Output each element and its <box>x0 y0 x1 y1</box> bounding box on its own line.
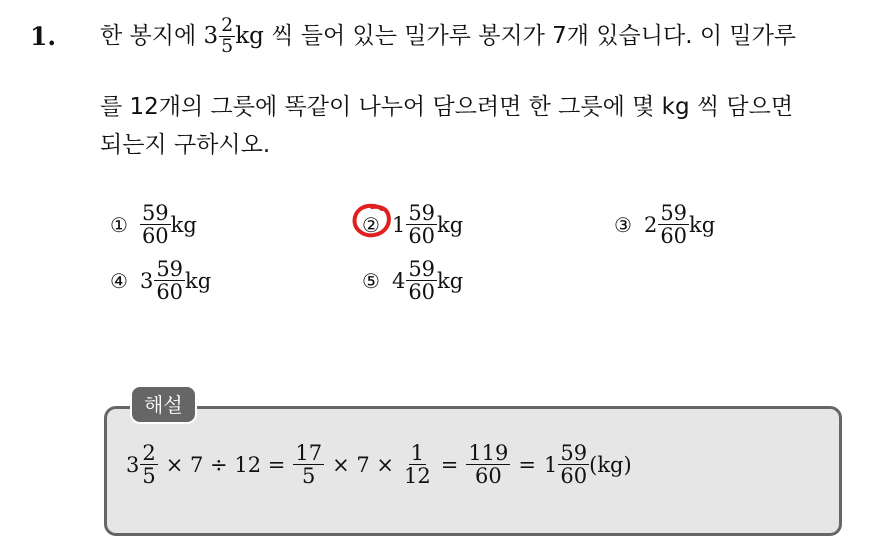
option-3-whole: 2 <box>643 212 658 237</box>
question-fraction <box>219 16 235 57</box>
option-3[interactable] <box>614 202 715 247</box>
selection-circle-icon <box>352 203 392 239</box>
option-3-denominator: 60 <box>660 224 688 249</box>
option-4-numerator: 59 <box>156 257 184 281</box>
question-denominator: 5 <box>221 34 234 57</box>
option-5-mark: ⑤ <box>362 268 380 293</box>
option-5-unit: kg <box>437 268 464 293</box>
sol-term1-denominator: 5 <box>142 464 156 489</box>
question-number: 1. <box>30 22 57 51</box>
sol-term4-fraction <box>466 442 510 487</box>
option-1-unit: kg <box>170 212 197 237</box>
solution-label: 해설 <box>130 385 197 424</box>
option-1-fraction <box>140 202 171 247</box>
solution-equation <box>126 442 632 487</box>
option-5-denominator: 60 <box>408 280 436 305</box>
question-text-pre: 한 봉지에 <box>100 22 204 49</box>
sol-term5-denominator: 60 <box>560 464 588 489</box>
option-3-numerator: 59 <box>660 201 688 225</box>
question-numerator: 2 <box>221 14 234 36</box>
sol-op2: × 7 × <box>332 452 394 477</box>
question-line-3: 되는지 구하시오. <box>100 132 271 158</box>
sol-op4: = <box>518 452 537 477</box>
sol-term4-denominator: 60 <box>474 464 502 489</box>
option-4[interactable] <box>110 258 211 303</box>
option-3-fraction <box>658 202 689 247</box>
option-5[interactable] <box>362 258 463 303</box>
option-5-fraction <box>406 258 437 303</box>
option-4-denominator: 60 <box>156 280 184 305</box>
option-2-fraction <box>406 202 437 247</box>
option-2-denominator: 60 <box>408 224 436 249</box>
sol-term2-fraction <box>293 442 324 487</box>
option-2-mark: ② <box>362 212 380 237</box>
sol-term2-numerator: 17 <box>295 441 323 465</box>
option-5-whole: 4 <box>391 268 406 293</box>
sol-term5-numerator: 59 <box>560 441 588 465</box>
sol-term1-fraction <box>140 442 157 487</box>
option-2-whole: 1 <box>391 212 406 237</box>
sol-term3-fraction <box>402 442 433 487</box>
sol-term4-numerator: 119 <box>468 441 509 465</box>
question-line-1 <box>100 16 796 57</box>
question-text-post: 씩 들어 있는 밀가루 봉지가 7개 있습니다. 이 밀가루 <box>263 22 797 49</box>
sol-op3: = <box>440 452 459 477</box>
option-4-mark: ④ <box>110 268 128 293</box>
option-3-unit: kg <box>689 212 716 237</box>
sol-term3-denominator: 12 <box>403 464 431 489</box>
sol-term1-numerator: 2 <box>142 441 156 465</box>
sol-term2-denominator: 5 <box>302 464 316 489</box>
option-2-numerator: 59 <box>408 201 436 225</box>
question-unit: kg <box>235 23 264 50</box>
option-1-mark: ① <box>110 212 128 237</box>
option-2-unit: kg <box>437 212 464 237</box>
question-whole: 3 <box>203 23 219 50</box>
option-3-mark: ③ <box>614 212 632 237</box>
option-1-numerator: 59 <box>141 201 169 225</box>
sol-term3-numerator: 1 <box>410 441 425 465</box>
option-5-numerator: 59 <box>408 257 436 281</box>
sol-term5-whole: 1 <box>544 452 558 477</box>
option-4-fraction <box>154 258 185 303</box>
sol-term5-fraction <box>558 442 589 487</box>
sol-unit: (kg) <box>589 452 632 477</box>
sol-term1-whole: 3 <box>126 452 140 477</box>
option-4-whole: 3 <box>139 268 154 293</box>
question-mixed-number <box>204 16 264 57</box>
sol-op1: × 7 ÷ 12 = <box>165 452 286 477</box>
question-line-2: 를 12개의 그릇에 똑같이 나누어 담으려면 한 그릇에 몇 kg 씩 담으면 <box>100 94 794 120</box>
option-1-denominator: 60 <box>141 224 169 249</box>
option-4-unit: kg <box>185 268 212 293</box>
option-1[interactable] <box>110 202 197 247</box>
